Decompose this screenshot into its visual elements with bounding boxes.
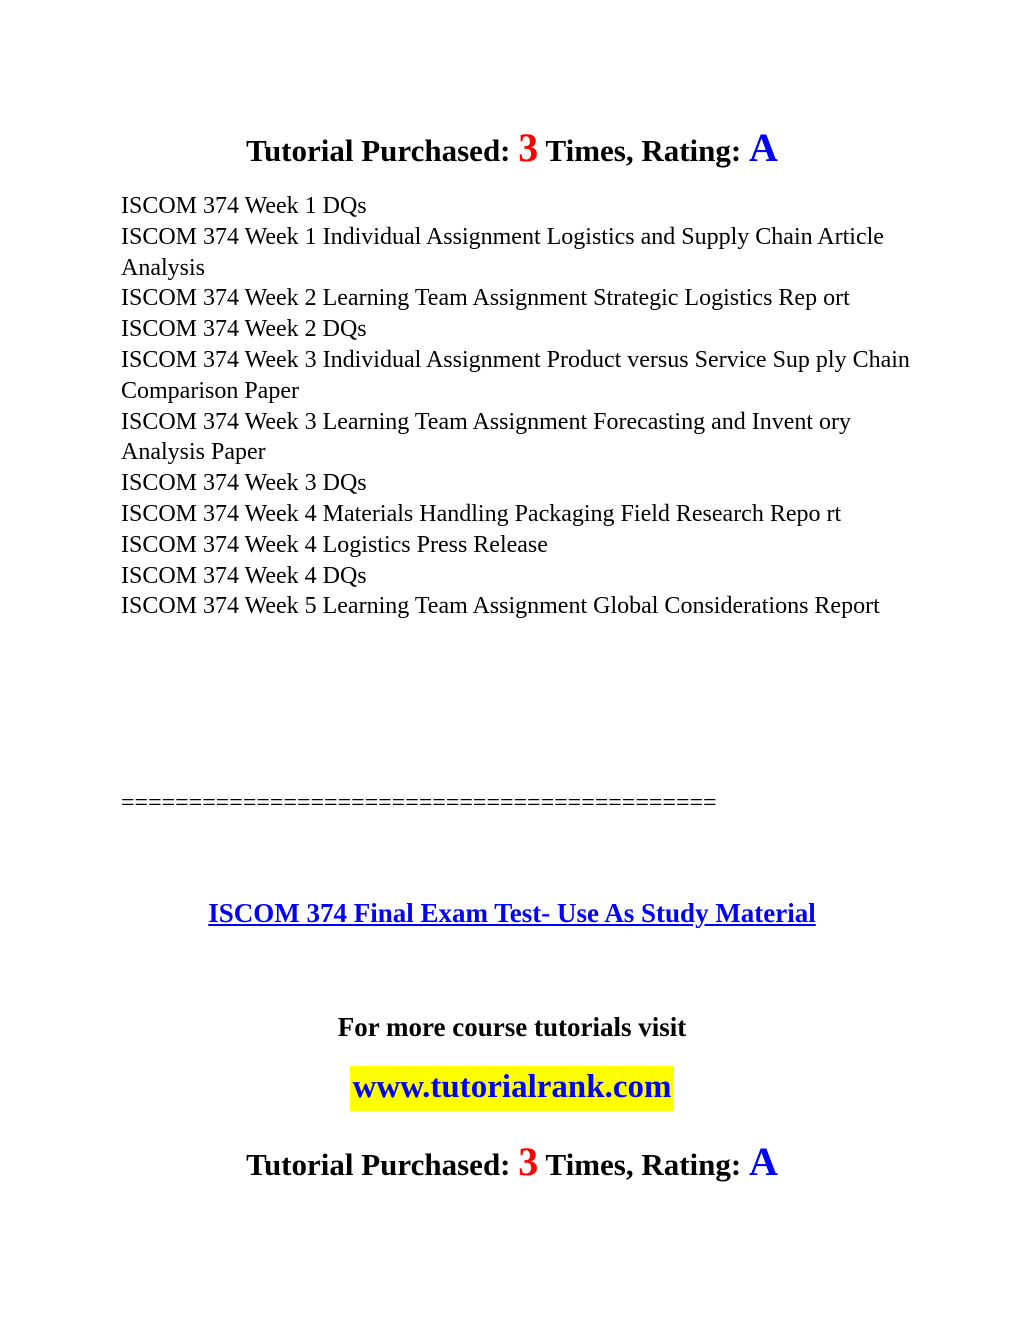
list-item: ISCOM 374 Week 3 Individual Assignment Product versus Service Sup ply Chain Comparison Paper [121, 346, 910, 404]
purchased-label: Tutorial Purchased: [246, 1147, 511, 1182]
list-item: ISCOM 374 Week 4 DQs [121, 562, 367, 589]
website-link[interactable]: www.tutorialrank.com [350, 1066, 675, 1111]
visit-prompt: For more course tutorials visit [337, 1012, 687, 1042]
list-item: ISCOM 374 Week 2 DQs [121, 316, 367, 343]
list-item: ISCOM 374 Week 1 Individual Assignment Logistics and Supply Chain Article Analysis [121, 223, 884, 281]
purchase-rating-footer [0, 1138, 1024, 1185]
purchase-count: 3 [518, 1139, 539, 1184]
times-rating-label: Times, Rating: [545, 133, 742, 168]
list-item: ISCOM 374 Week 1 DQs [121, 193, 367, 219]
purchase-rating-header [0, 124, 1024, 171]
list-item: ISCOM 374 Week 3 Learning Team Assignment Forecasting and Invent ory Analysis Paper [121, 408, 852, 466]
times-rating-label: Times, Rating: [545, 1147, 742, 1182]
final-exam-link[interactable]: ISCOM 374 Final Exam Test- Use As Study Material [208, 898, 816, 928]
list-item: ISCOM 374 Week 5 Learning Team Assignment Global Considerations Report [121, 593, 880, 620]
list-item: ISCOM 374 Week 3 DQs [121, 470, 367, 497]
purchase-count: 3 [518, 125, 539, 170]
website-container [0, 1066, 1024, 1111]
rating-grade: A [748, 1139, 778, 1184]
list-item: ISCOM 374 Week 2 Learning Team Assignment Strategic Logistics Rep ort [121, 285, 850, 312]
list-item: ISCOM 374 Week 4 Materials Handling Packaging Field Research Repo rt [121, 500, 842, 527]
purchased-label: Tutorial Purchased: [246, 133, 511, 168]
list-item: ISCOM 374 Week 4 Logistics Press Release [121, 531, 548, 558]
assignment-list [121, 191, 911, 622]
divider-line: ============================================ [121, 790, 717, 816]
rating-grade: A [748, 125, 778, 170]
